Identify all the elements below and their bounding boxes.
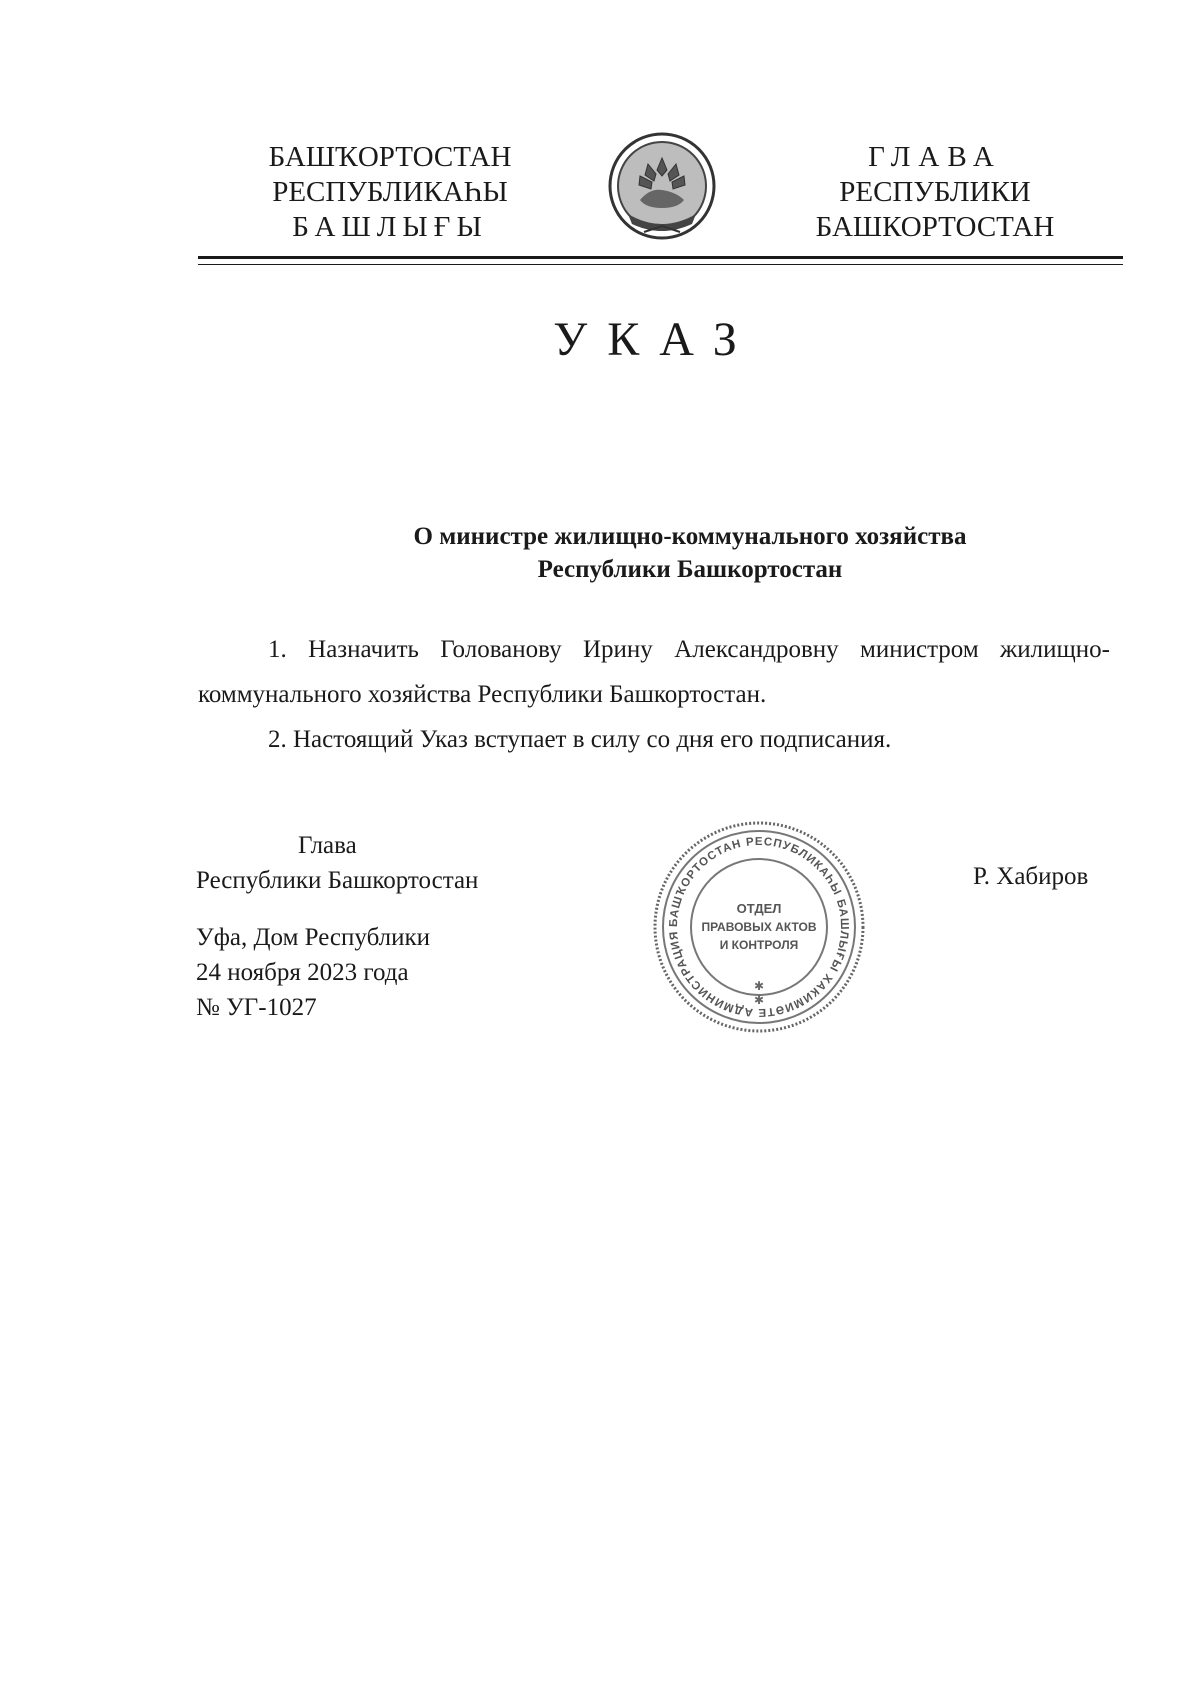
subject-line-1: О министре жилищно-коммунального хозяйства	[413, 523, 967, 550]
paragraph-1: 1. Назначить Голованову Ирину Александровну министром жилищно-коммунального хозяйства Республики Башкортостан.	[198, 636, 1110, 708]
header-right-line-3: БАШКОРТОСТАН	[815, 211, 1055, 243]
header-right-block	[790, 140, 1080, 245]
header-left-line-2: РЕСПУБЛИКАҺЫ	[272, 176, 508, 208]
signatory-title-line-1: Глава	[298, 832, 357, 859]
header-left-block	[250, 140, 530, 245]
stamp-center-line-3: И КОНТРОЛЯ	[719, 938, 799, 952]
svg-text:✱: ✱	[753, 993, 765, 1007]
signatory-name: Р. Хабиров	[973, 863, 1089, 890]
issue-details	[196, 920, 430, 1025]
header-divider-thick	[198, 256, 1123, 259]
paragraph-2: 2. Настоящий Указ вступает в силу со дня его подписания.	[268, 726, 892, 753]
header-right-line-1: ГЛАВА	[868, 141, 1002, 173]
subject-line-2: Республики Башкортостан	[537, 556, 843, 583]
stamp-ring-text: БАШҠОРТОСТАН РЕСПУБЛИКАҺЫ БАШЛЫҒЫ ХАКИМИӘТЕ АДМИНИСТРАЦИЯ	[667, 835, 851, 1019]
header-divider-thin	[198, 264, 1123, 265]
document-type-title: УКАЗ	[553, 313, 757, 366]
issue-date: 24 ноября 2023 года	[196, 959, 409, 986]
svg-text:✱: ✱	[753, 979, 765, 993]
issue-place: Уфа, Дом Республики	[196, 924, 431, 951]
stamp-center-line-2: ПРАВОВЫХ АКТОВ	[701, 920, 817, 934]
header-left-line-3: БАШЛЫҒЫ	[292, 211, 488, 243]
document-subject	[300, 520, 1080, 586]
official-stamp-icon	[650, 818, 868, 1036]
svg-text:БАШҠОРТОСТАН РЕСПУБЛИКАҺЫ БАШЛ	[650, 818, 850, 1018]
signatory-title-line-2: Республики Башкортостан	[196, 867, 479, 894]
signatory-title	[196, 828, 478, 898]
header-left-line-1: БАШҠОРТОСТАН	[268, 141, 512, 173]
header-right-line-2: РЕСПУБЛИКИ	[839, 176, 1031, 208]
decree-number: № УГ-1027	[196, 994, 317, 1021]
stamp-center-line-1: ОТДЕЛ	[736, 901, 782, 916]
coat-of-arms-icon	[604, 128, 720, 244]
